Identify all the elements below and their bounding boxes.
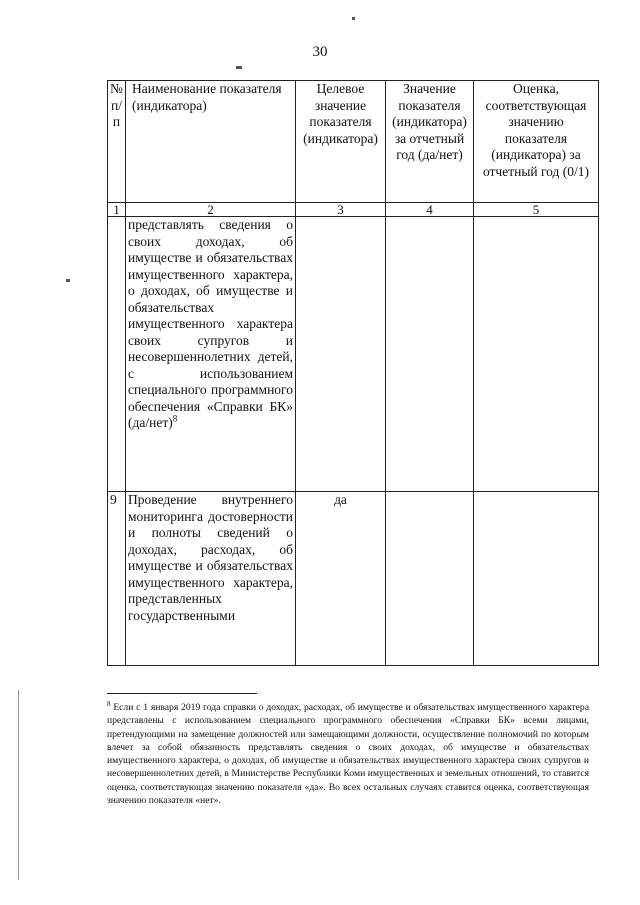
table-row bbox=[108, 492, 599, 666]
header-indicator-name: Наименование показателя (индикатора) bbox=[126, 81, 296, 203]
scan-edge-line bbox=[18, 690, 19, 880]
indicators-table bbox=[107, 80, 599, 666]
header-score: Оценка, соответствующая значению показателя (индикатора) за отчетный год (0/1) bbox=[474, 81, 599, 203]
scan-speck bbox=[66, 279, 70, 282]
column-number: 2 bbox=[126, 203, 296, 217]
header-number: № п/п bbox=[108, 81, 126, 203]
table-row bbox=[108, 217, 599, 492]
row-reported-value bbox=[386, 217, 474, 492]
footnote-marker: 8 bbox=[107, 699, 111, 708]
column-number-row bbox=[108, 203, 599, 217]
row-score bbox=[474, 492, 599, 666]
table-header-row bbox=[108, 81, 599, 203]
row-number bbox=[108, 217, 126, 492]
row-indicator-name bbox=[126, 217, 296, 492]
header-target-value: Целевое значение показателя (индикатора) bbox=[296, 81, 386, 203]
indicator-name-text: представлять сведения о своих доходах, об имуществе и обязательствах имущественного характера, о доходах, об имуществе и обязательствах имущественного характера своих супругов и несовершеннолетних детей, с использованием специального программного обеспечения «Справки БК» (да/нет) bbox=[128, 217, 293, 430]
scan-speck bbox=[352, 17, 355, 20]
row-reported-value bbox=[386, 492, 474, 666]
footnote-reference: 8 bbox=[172, 413, 178, 424]
row-target-value bbox=[296, 217, 386, 492]
page-number: 30 bbox=[312, 44, 328, 60]
column-number: 5 bbox=[474, 203, 599, 217]
column-number: 4 bbox=[386, 203, 474, 217]
row-indicator-name: Проведение внутреннего мониторинга достоверности и полноты сведений о доходах, расходах, об имуществе и обязательствах имущественного характера, представленных государственными bbox=[126, 492, 296, 666]
row-target-value: да bbox=[296, 492, 386, 666]
footnote bbox=[107, 701, 589, 807]
footnote-divider bbox=[107, 693, 257, 694]
column-number: 1 bbox=[108, 203, 126, 217]
scan-speck bbox=[236, 66, 242, 69]
footnote-text: Если с 1 января 2019 года справки о доходах, расходах, об имуществе и обязательствах имущественного характера представлены с использованием специального программного обеспечения «Справки БК» всеми лицами, претендующими на замещение должностей или замещающими должности, осуществление полномочий по которым влечет за собой обязанность представлять сведения о своих доходах, об имуществе и обязательствах имущественного характера, о доходах, об имуществе и обязательствах имущественного характера своих супругов и несовершеннолетних детей, в Министерстве Республики Коми имущественных и земельных отношений, то ставится оценка, соответствующая значению показателя «да». Во всех остальных случаях ставится оценка, соответствующая значению показателя «нет». bbox=[107, 702, 589, 807]
row-number: 9 bbox=[108, 492, 126, 666]
row-score bbox=[474, 217, 599, 492]
column-number: 3 bbox=[296, 203, 386, 217]
header-reported-value: Значение показателя (индикатора) за отчетный год (да/нет) bbox=[386, 81, 474, 203]
